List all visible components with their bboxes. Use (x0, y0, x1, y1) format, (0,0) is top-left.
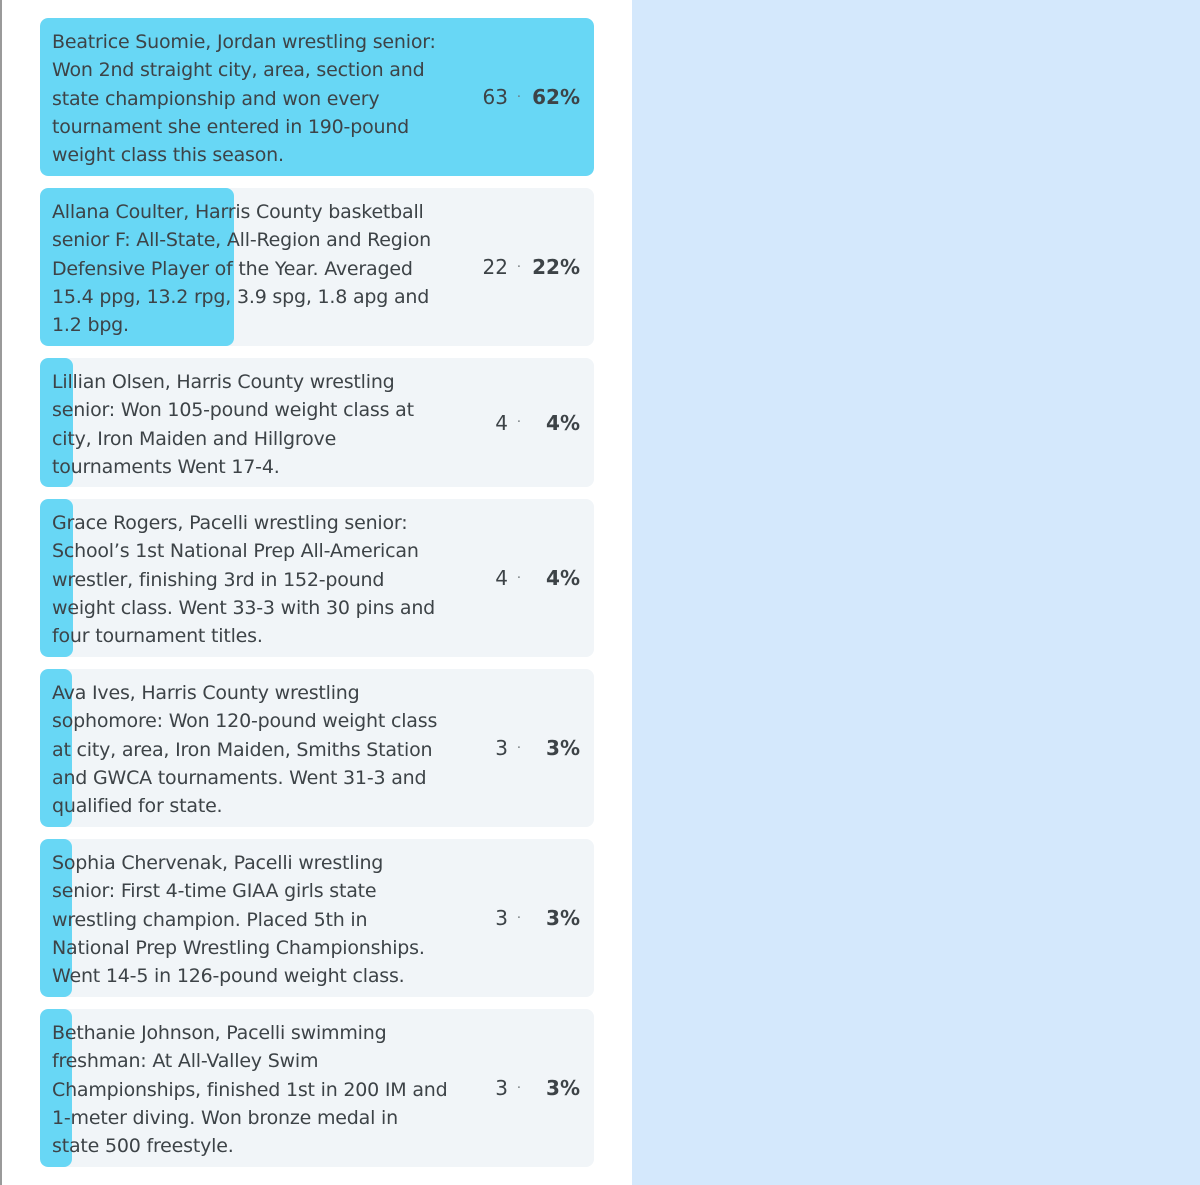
option-label: Lillian Olsen, Harris County wrestling senior: Won 105-pound weight class at city, Iron Maiden and Hillgrove tournaments Went 17-4. (52, 371, 414, 478)
vote-percentage: 3% (546, 1076, 580, 1100)
poll-results-panel (2, 0, 632, 1185)
vote-count: 63 (482, 85, 508, 109)
option-label: Grace Rogers, Pacelli wrestling senior: School’s 1st National Prep All-American wrestler, finishing 3rd in 152-pound weight class. Went 33-3 with 30 pins and four tournament titles. (52, 512, 436, 648)
vote-percentage: 62% (532, 85, 580, 109)
poll-option-suomie[interactable] (40, 18, 594, 176)
poll-option-rogers[interactable] (40, 499, 594, 657)
stat-separator: · (516, 570, 522, 586)
poll-option-chervenak[interactable] (40, 839, 594, 997)
vote-percentage: 4% (546, 410, 580, 435)
vote-percentage: 22% (532, 255, 580, 279)
poll-option-ives[interactable] (40, 669, 594, 827)
option-label: Sophia Chervenak, Pacelli wrestling senior: First 4-time GIAA girls state wrestling champion. Placed 5th in National Prep Wrestling Championships. Went 14-5 in 126-pound weight class. (52, 852, 425, 988)
option-stats (468, 255, 580, 279)
vote-count: 22 (482, 255, 508, 279)
vote-count: 3 (495, 906, 508, 930)
option-label: Beatrice Suomie, Jordan wrestling senior: Won 2nd straight city, area, section and state championship and won every tournament she entered in 190-pound weight class this season. (52, 31, 436, 167)
stat-separator: · (516, 259, 522, 275)
stat-separator: · (516, 1080, 522, 1096)
option-stats (468, 85, 580, 109)
stat-separator: · (516, 910, 522, 926)
option-stats (468, 906, 580, 930)
vote-percentage: 3% (546, 906, 580, 930)
vote-percentage: 3% (546, 736, 580, 760)
vote-count: 4 (495, 566, 508, 590)
vote-percentage: 4% (546, 566, 580, 590)
poll-option-coulter[interactable] (40, 188, 594, 346)
option-label: Ava Ives, Harris County wrestling sophomore: Won 120-pound weight class at city, area, Iron Maiden, Smiths Station and GWCA tournaments. Went 31-3 and qualified for state. (52, 682, 438, 818)
vote-count: 3 (495, 736, 508, 760)
option-stats (468, 736, 580, 760)
vote-count: 4 (495, 410, 508, 435)
option-stats (468, 566, 580, 590)
vote-count: 3 (495, 1076, 508, 1100)
side-panel-background (632, 0, 1200, 1185)
poll-option-johnson[interactable] (40, 1009, 594, 1167)
option-label: Bethanie Johnson, Pacelli swimming freshman: At All-Valley Swim Championships, finished 1st in 200 IM and 1-meter diving. Won bronze medal in state 500 freestyle. (52, 1022, 448, 1158)
option-stats (468, 411, 580, 435)
option-stats (468, 1076, 580, 1100)
stat-separator: · (516, 89, 522, 105)
option-label: Allana Coulter, Harris County basketball senior F: All-State, All-Region and Region Defensive Player of the Year. Averaged 15.4 ppg, 13.2 rpg, 3.9 spg, 1.8 apg and 1.2 bpg. (52, 201, 431, 337)
stat-separator: · (516, 740, 522, 756)
poll-option-olsen[interactable] (40, 358, 594, 487)
stat-separator: · (516, 415, 522, 430)
